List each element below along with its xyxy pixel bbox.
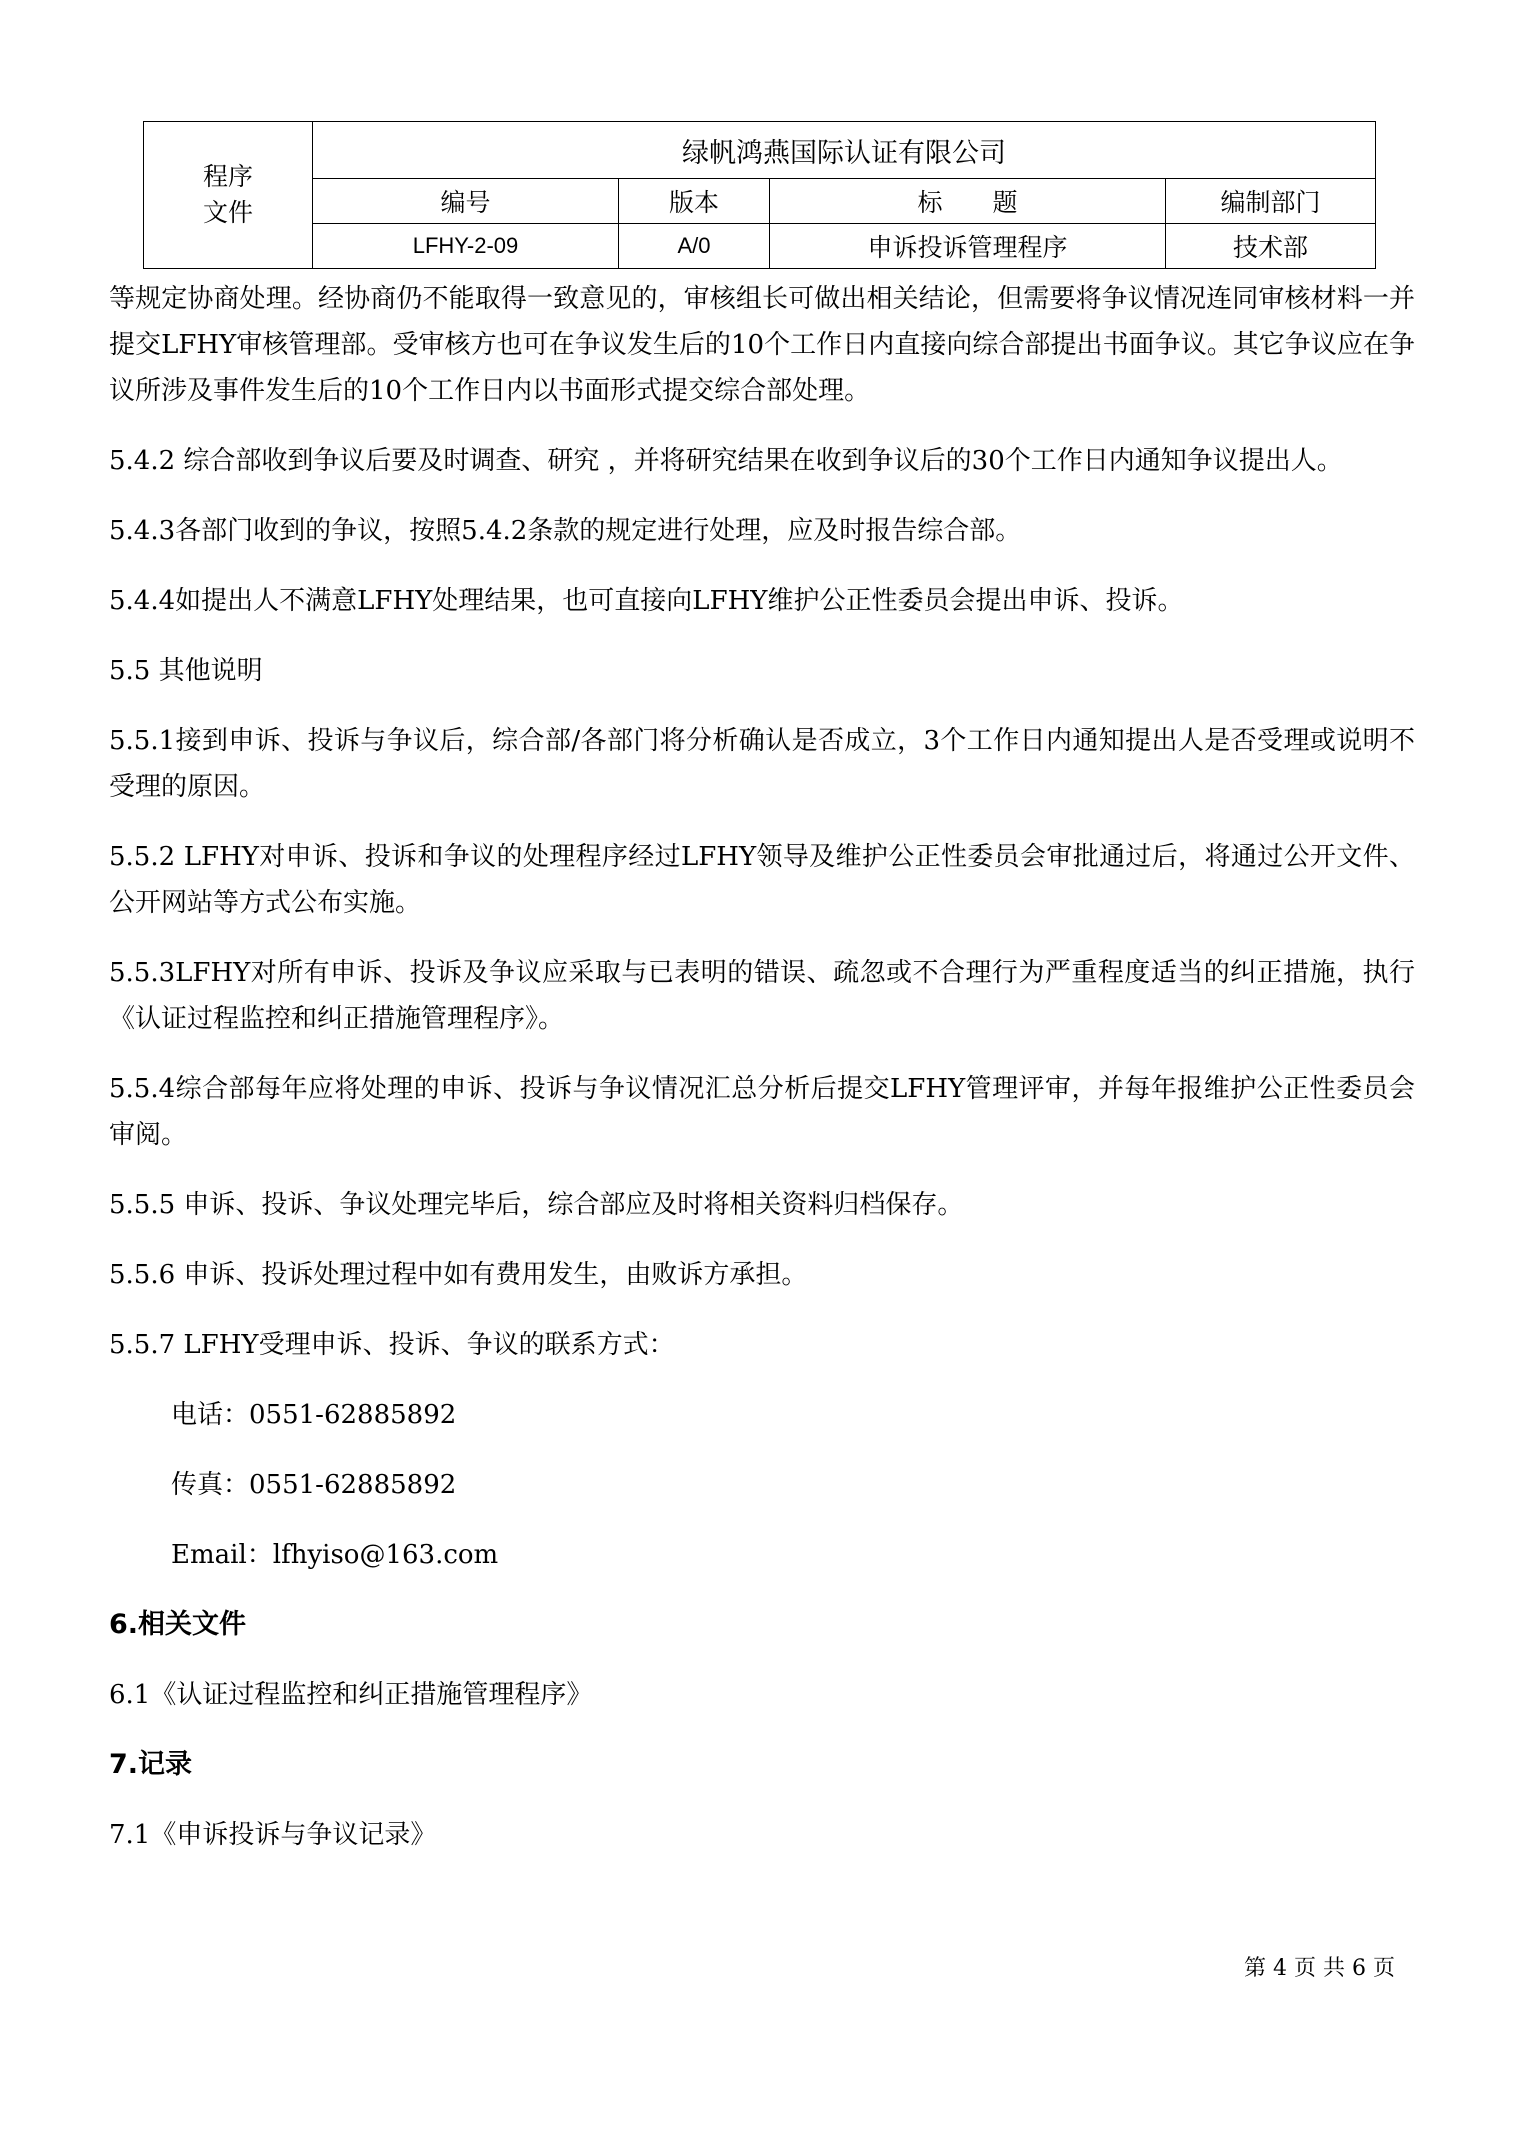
document-header-table — [143, 121, 1376, 269]
section-7-heading: 7.记录 — [109, 1749, 193, 1780]
doc-type-line1: 程序 — [202, 162, 253, 191]
col-header-department: 编制部门 — [1166, 179, 1376, 224]
paragraph-5-4-2: 5.4.2 综合部收到争议后要及时调查、研究 ，并将研究结果在收到争议后的30个工作日内通知争议提出人。 — [109, 446, 1343, 476]
doc-title: 申诉投诉管理程序 — [770, 224, 1166, 269]
paragraph-5-5-2: 5.5.2 LFHY对申诉、投诉和争议的处理程序经过LFHY领导及维护公正性委员会审批通过后，将通过公开文件、公开网站等方式公布实施。 — [109, 842, 1415, 918]
col-header-number: 编号 — [313, 179, 619, 224]
doc-type-line2: 文件 — [202, 198, 253, 227]
doc-department: 技术部 — [1166, 224, 1376, 269]
paragraph-5-5-1: 5.5.1接到申诉、投诉与争议后，综合部/各部门将分析确认是否成立，3个工作日内通知提出人是否受理或说明不受理的原因。 — [109, 726, 1415, 802]
document-body — [109, 276, 1415, 1882]
company-name: 绿帆鸿燕国际认证有限公司 — [313, 122, 1376, 179]
doc-number: LFHY-2-09 — [313, 224, 619, 269]
contact-phone: 电话：0551-62885892 — [171, 1400, 457, 1430]
paragraph-5-5-5: 5.5.5 申诉、投诉、争议处理完毕后，综合部应及时将相关资料归档保存。 — [109, 1190, 964, 1220]
contact-email: Email：lfhyiso@163.com — [171, 1540, 499, 1570]
paragraph-5-5-4: 5.5.4综合部每年应将处理的申诉、投诉与争议情况汇总分析后提交LFHY管理评审，并每年报维护公正性委员会审阅。 — [109, 1074, 1415, 1150]
paragraph-5-4-4: 5.4.4如提出人不满意LFHY处理结果，也可直接向LFHY维护公正性委员会提出申诉、投诉。 — [109, 586, 1184, 616]
page-number: 第 4 页 共 6 页 — [1244, 1956, 1395, 1981]
paragraph-5-5-6: 5.5.6 申诉、投诉处理过程中如有费用发生，由败诉方承担。 — [109, 1260, 808, 1290]
contact-fax: 传真：0551-62885892 — [171, 1470, 457, 1500]
doc-version: A/0 — [619, 224, 770, 269]
paragraph-5-5-7: 5.5.7 LFHY受理申诉、投诉、争议的联系方式： — [109, 1330, 675, 1360]
section-5-5-title: 5.5 其他说明 — [109, 656, 263, 686]
paragraph-6-1: 6.1《认证过程监控和纠正措施管理程序》 — [109, 1680, 593, 1710]
paragraph-7-1: 7.1《申诉投诉与争议记录》 — [109, 1820, 437, 1850]
section-6-heading: 6.相关文件 — [109, 1609, 247, 1640]
paragraph-5-4-3: 5.4.3各部门收到的争议，按照5.4.2条款的规定进行处理，应及时报告综合部。 — [109, 516, 1022, 546]
doc-type-cell — [144, 122, 313, 269]
col-header-version: 版本 — [619, 179, 770, 224]
paragraph-continuation: 等规定协商处理。经协商仍不能取得一致意见的，审核组长可做出相关结论，但需要将争议情况连同审核材料一并提交LFHY审核管理部。受审核方也可在争议发生后的10个工作日内直接向综合部提出书面争议。其它争议应在争议所涉及事件发生后的10个工作日内以书面形式提交综合部处理。 — [109, 284, 1415, 406]
paragraph-5-5-3: 5.5.3LFHY对所有申诉、投诉及争议应采取与已表明的错误、疏忽或不合理行为严重程度适当的纠正措施，执行《认证过程监控和纠正措施管理程序》。 — [109, 958, 1415, 1034]
col-header-title: 标 题 — [770, 179, 1166, 224]
